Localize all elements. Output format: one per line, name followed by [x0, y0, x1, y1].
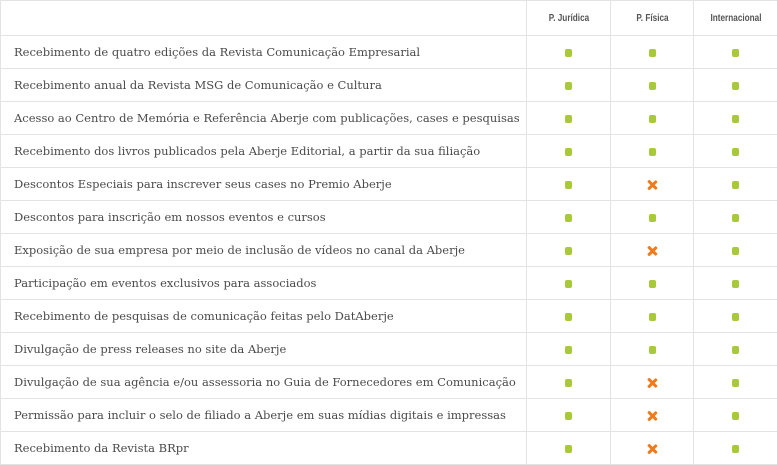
header-row: [1, 1, 777, 36]
included-check-icon: [565, 115, 572, 123]
included-check-icon: [649, 346, 656, 354]
benefit-label: Participação em eventos exclusivos para associados: [1, 267, 527, 300]
cell-pessoa-juridica: [527, 366, 611, 399]
included-check-icon: [565, 148, 572, 156]
table-row: [1, 366, 777, 399]
cell-internacional: [694, 168, 777, 201]
table-row: [1, 399, 777, 432]
table-row: [1, 69, 777, 102]
included-check-icon: [565, 82, 572, 90]
benefit-label: Recebimento dos livros publicados pela Aberje Editorial, a partir da sua filiação: [1, 135, 527, 168]
table-row: [1, 135, 777, 168]
cell-pessoa-fisica: [611, 300, 694, 333]
cell-internacional: [694, 399, 777, 432]
table-row: [1, 36, 777, 69]
table-row: [1, 333, 777, 366]
included-check-icon: [732, 445, 739, 453]
not-included-cross-icon: [647, 246, 657, 256]
cell-pessoa-fisica: [611, 102, 694, 135]
not-included-cross-icon: [647, 180, 657, 190]
included-check-icon: [649, 214, 656, 222]
cell-pessoa-juridica: [527, 399, 611, 432]
included-check-icon: [649, 313, 656, 321]
table-row: [1, 234, 777, 267]
cell-internacional: [694, 300, 777, 333]
cell-pessoa-juridica: [527, 36, 611, 69]
table-row: [1, 102, 777, 135]
cell-internacional: [694, 69, 777, 102]
cell-pessoa-juridica: [527, 69, 611, 102]
benefit-label: Acesso ao Centro de Memória e Referência Aberje com publicações, cases e pesquisas: [1, 102, 527, 135]
benefit-label: Recebimento anual da Revista MSG de Comunicação e Cultura: [1, 69, 527, 102]
included-check-icon: [565, 412, 572, 420]
cell-pessoa-juridica: [527, 168, 611, 201]
cell-pessoa-juridica: [527, 267, 611, 300]
included-check-icon: [649, 82, 656, 90]
cell-pessoa-juridica: [527, 135, 611, 168]
included-check-icon: [565, 181, 572, 189]
benefit-label: Recebimento de quatro edições da Revista Comunicação Empresarial: [1, 36, 527, 69]
included-check-icon: [732, 214, 739, 222]
table-row: [1, 300, 777, 333]
header-pessoa-fisica: P. Física: [618, 1, 686, 36]
included-check-icon: [565, 280, 572, 288]
table-header: [1, 1, 777, 36]
cell-pessoa-juridica: [527, 201, 611, 234]
included-check-icon: [565, 346, 572, 354]
not-included-cross-icon: [647, 444, 657, 454]
benefit-label: Permissão para incluir o selo de filiado a Aberje em suas mídias digitais e impressas: [1, 399, 527, 432]
cell-pessoa-juridica: [527, 102, 611, 135]
cell-internacional: [694, 333, 777, 366]
cell-pessoa-fisica: [611, 168, 694, 201]
table-row: [1, 201, 777, 234]
included-check-icon: [732, 379, 739, 387]
included-check-icon: [565, 445, 572, 453]
cell-pessoa-fisica: [611, 333, 694, 366]
included-check-icon: [732, 346, 739, 354]
included-check-icon: [732, 313, 739, 321]
included-check-icon: [649, 115, 656, 123]
benefit-label: Divulgação de press releases no site da Aberje: [1, 333, 527, 366]
cell-pessoa-fisica: [611, 201, 694, 234]
cell-pessoa-fisica: [611, 234, 694, 267]
cell-pessoa-fisica: [611, 36, 694, 69]
table-row: [1, 168, 777, 201]
included-check-icon: [649, 148, 656, 156]
cell-pessoa-juridica: [527, 300, 611, 333]
cell-pessoa-fisica: [611, 135, 694, 168]
header-benefit-blank: [1, 1, 527, 36]
cell-pessoa-juridica: [527, 333, 611, 366]
included-check-icon: [565, 49, 572, 57]
included-check-icon: [732, 82, 739, 90]
cell-internacional: [694, 36, 777, 69]
included-check-icon: [649, 280, 656, 288]
benefit-label: Recebimento da Revista BRpr: [1, 432, 527, 465]
included-check-icon: [732, 181, 739, 189]
cell-internacional: [694, 201, 777, 234]
benefit-label: Recebimento de pesquisas de comunicação feitas pelo DatAberje: [1, 300, 527, 333]
cell-internacional: [694, 102, 777, 135]
included-check-icon: [565, 313, 572, 321]
benefit-label: Exposição de sua empresa por meio de inclusão de vídeos no canal da Aberje: [1, 234, 527, 267]
cell-pessoa-fisica: [611, 366, 694, 399]
included-check-icon: [732, 49, 739, 57]
included-check-icon: [649, 49, 656, 57]
cell-pessoa-fisica: [611, 399, 694, 432]
included-check-icon: [565, 214, 572, 222]
cell-pessoa-fisica: [611, 69, 694, 102]
benefit-label: Descontos para inscrição em nossos eventos e cursos: [1, 201, 527, 234]
included-check-icon: [732, 115, 739, 123]
not-included-cross-icon: [647, 378, 657, 388]
benefit-label: Descontos Especiais para inscrever seus cases no Premio Aberje: [1, 168, 527, 201]
header-internacional: Internacional: [701, 1, 770, 36]
cell-pessoa-juridica: [527, 234, 611, 267]
benefit-label: Divulgação de sua agência e/ou assessoria no Guia de Fornecedores em Comunicação: [1, 366, 527, 399]
included-check-icon: [565, 247, 572, 255]
included-check-icon: [732, 280, 739, 288]
included-check-icon: [732, 412, 739, 420]
table-row: [1, 267, 777, 300]
not-included-cross-icon: [647, 411, 657, 421]
cell-internacional: [694, 267, 777, 300]
included-check-icon: [732, 148, 739, 156]
cell-internacional: [694, 366, 777, 399]
cell-internacional: [694, 135, 777, 168]
header-pessoa-juridica: P. Jurídica: [534, 1, 603, 36]
included-check-icon: [732, 247, 739, 255]
cell-pessoa-fisica: [611, 267, 694, 300]
table-body: [1, 36, 777, 465]
included-check-icon: [565, 379, 572, 387]
cell-internacional: [694, 234, 777, 267]
